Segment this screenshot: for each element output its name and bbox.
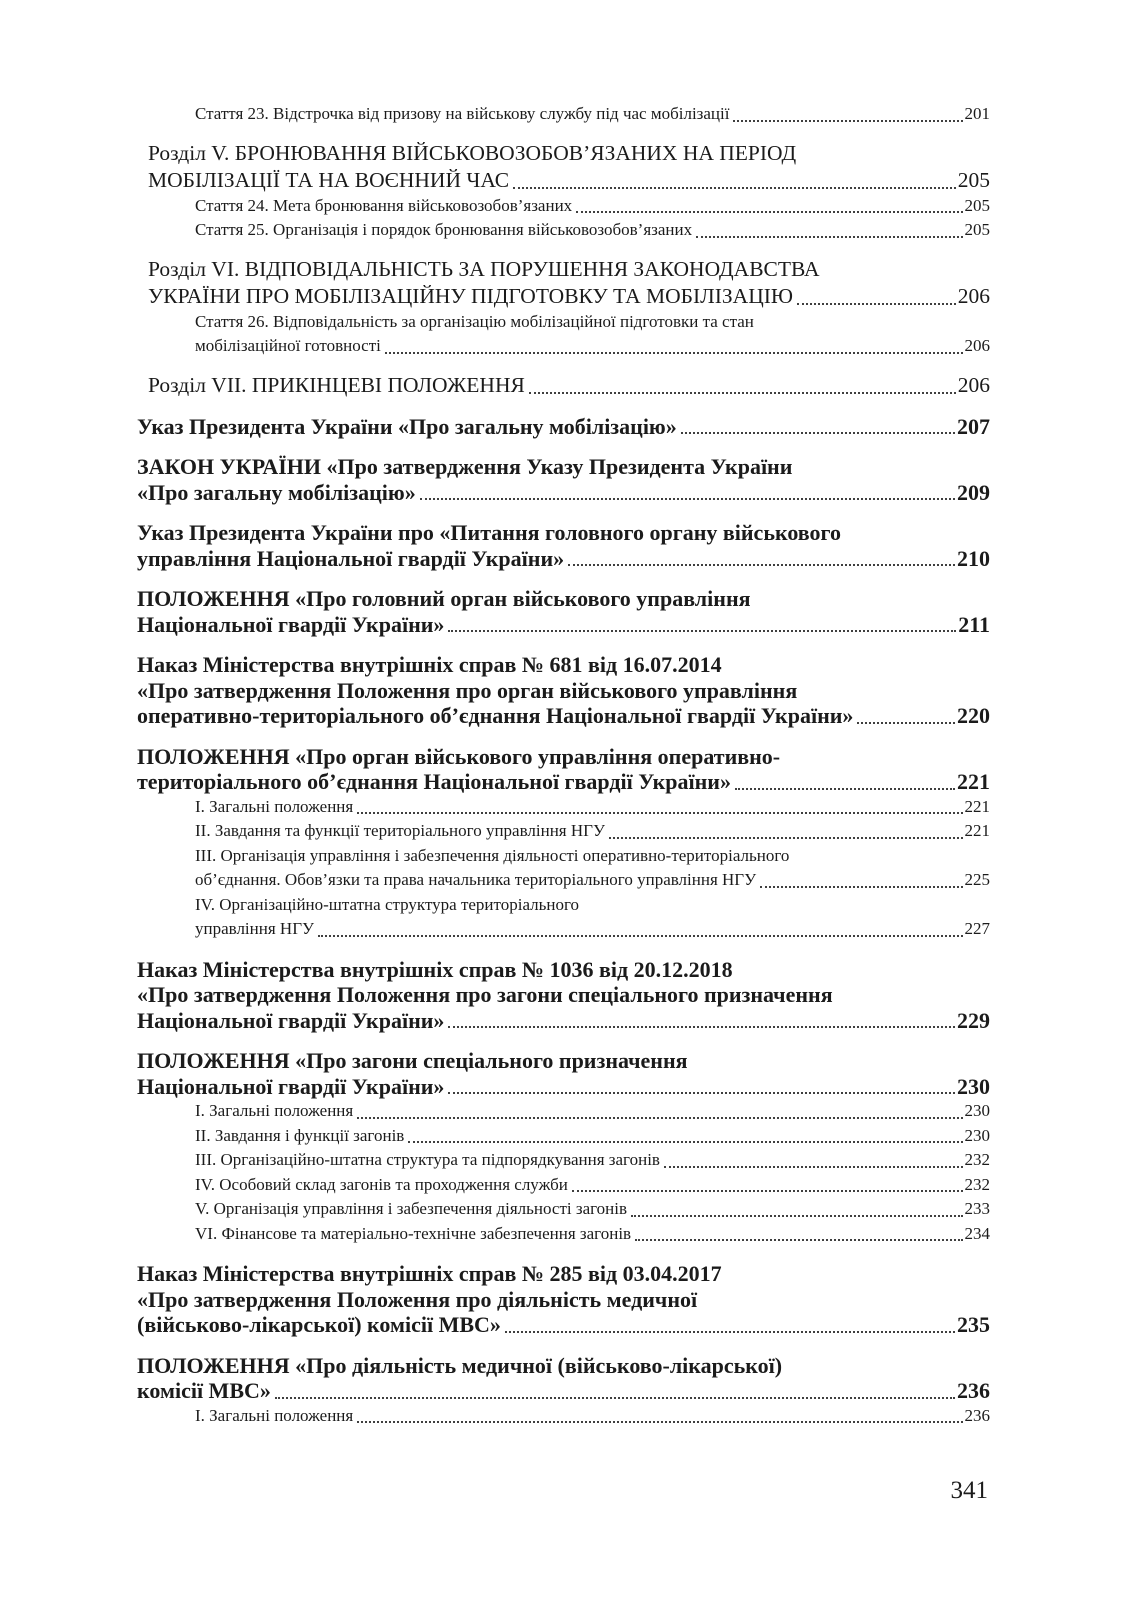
toc-page-number: 230 bbox=[964, 1125, 990, 1145]
toc-entry-title: I. Загальні положення bbox=[195, 1405, 354, 1425]
toc-entry bbox=[137, 454, 990, 505]
toc-page-number: 233 bbox=[964, 1199, 990, 1218]
toc-page-number: 236 bbox=[957, 1378, 990, 1403]
toc-line bbox=[195, 1173, 990, 1198]
toc-line bbox=[137, 1287, 990, 1313]
dot-leader bbox=[576, 211, 962, 213]
toc-entry-title: II. Завдання та функції територіального управління НГУ bbox=[195, 821, 606, 840]
toc-entry-title: «Про затвердження Положення про орган військового управління bbox=[137, 677, 798, 703]
toc-entry-title: «Про затвердження Положення про загони спеціального призначення bbox=[137, 982, 833, 1007]
toc-entry-title: мобілізаційної готовності bbox=[195, 336, 381, 355]
toc-page-number: 207 bbox=[957, 413, 990, 439]
dot-leader bbox=[529, 392, 956, 394]
toc-page-number: 221 bbox=[957, 769, 990, 794]
toc-entry-title: «Про затвердження Положення про діяльність медичної bbox=[137, 1286, 698, 1312]
dot-leader bbox=[733, 120, 962, 122]
toc-line bbox=[195, 334, 990, 359]
dot-leader bbox=[448, 630, 956, 632]
dot-leader bbox=[513, 187, 956, 189]
toc-line bbox=[137, 1048, 990, 1074]
toc-entry-title: Стаття 26. Відповідальність за організацію мобілізаційної підготовки та стан bbox=[195, 311, 754, 331]
toc-entry bbox=[137, 1353, 990, 1404]
toc-line bbox=[137, 546, 990, 572]
toc-line bbox=[195, 893, 990, 918]
toc-entry bbox=[137, 957, 990, 1034]
dot-leader bbox=[635, 1239, 962, 1241]
toc-line bbox=[137, 454, 990, 480]
toc-entry-title: Наказ Міністерства внутрішніх справ № 1036 від 20.12.2018 bbox=[137, 956, 733, 982]
toc-line bbox=[195, 310, 990, 335]
toc-entry-title: Указ Президента України «Про загальну мобілізацію» bbox=[137, 413, 677, 439]
toc-line bbox=[137, 769, 990, 795]
toc-page-number: 225 bbox=[964, 870, 990, 889]
toc-entry bbox=[137, 1404, 990, 1429]
toc-entry-title: управління Національної гвардії України» bbox=[137, 545, 565, 571]
dot-leader bbox=[681, 432, 955, 434]
toc-entry-title: III. Організація управління і забезпечення діяльності оперативно-територіального bbox=[195, 845, 790, 865]
toc-entry-title: Стаття 25. Організація і порядок бронювання військовозобов’язаних bbox=[195, 220, 693, 239]
toc-entry-title: Національної гвардії України» bbox=[137, 1073, 445, 1099]
toc-entry bbox=[137, 795, 990, 820]
toc-entry-title: ПОЛОЖЕННЯ «Про головний орган військового управління bbox=[137, 586, 751, 611]
toc-entry bbox=[137, 1261, 990, 1338]
toc-line bbox=[195, 194, 990, 219]
toc-page-number: 211 bbox=[958, 611, 990, 637]
toc-entry-title: УКРАЇНИ ПРО МОБІЛІЗАЦІЙНУ ПІДГОТОВКУ ТА МОБІЛІЗАЦІЮ bbox=[148, 283, 793, 308]
toc-line bbox=[137, 1312, 990, 1338]
toc-entry-title: територіального об’єднання Національної гвардії України» bbox=[137, 769, 731, 794]
toc-line bbox=[137, 414, 990, 440]
dot-leader bbox=[357, 1117, 962, 1119]
toc-entry bbox=[137, 1148, 990, 1173]
toc-line bbox=[137, 957, 990, 983]
toc-line bbox=[195, 868, 990, 893]
dot-leader bbox=[857, 722, 955, 724]
toc-page-number: 236 bbox=[964, 1405, 990, 1425]
toc-entry bbox=[137, 586, 990, 637]
toc-entry bbox=[137, 1048, 990, 1099]
dot-leader bbox=[572, 1190, 963, 1192]
toc-page-number: 205 bbox=[957, 167, 990, 192]
toc-entry-title: ПОЛОЖЕННЯ «Про діяльність медичної (військово-лікарської) bbox=[137, 1352, 783, 1378]
toc-entry-title: об’єднання. Обов’язки та права начальника територіального управління НГУ bbox=[195, 870, 757, 889]
toc-entry-title: Наказ Міністерства внутрішніх справ № 285 від 03.04.2017 bbox=[137, 1261, 722, 1286]
toc-entry-title: комісії МВС» bbox=[137, 1378, 271, 1403]
toc-entry-title: II. Завдання і функції загонів bbox=[195, 1125, 405, 1145]
toc-line bbox=[195, 1197, 990, 1222]
toc-page-number: 221 bbox=[964, 796, 990, 816]
toc-entry bbox=[137, 1099, 990, 1124]
toc-entry bbox=[137, 520, 990, 571]
toc-line bbox=[137, 703, 990, 729]
toc-line bbox=[148, 372, 990, 399]
toc-line bbox=[137, 1378, 990, 1404]
toc-line bbox=[148, 256, 990, 283]
toc-page-number: 230 bbox=[964, 1101, 990, 1120]
toc-entry-title: ЗАКОН УКРАЇНИ «Про затвердження Указу Президента України bbox=[137, 454, 793, 479]
toc-line bbox=[148, 167, 990, 194]
toc-page-number: 205 bbox=[964, 220, 990, 239]
toc-page-number: 206 bbox=[957, 372, 990, 397]
toc-entry-title: Національної гвардії України» bbox=[137, 1007, 445, 1033]
toc-entry-title: Указ Президента України про «Питання головного органу військового bbox=[137, 520, 841, 545]
dot-leader bbox=[631, 1215, 962, 1217]
toc-entry-title: Національної гвардії України» bbox=[137, 611, 445, 637]
dot-leader bbox=[505, 1331, 955, 1333]
toc-line bbox=[195, 218, 990, 243]
dot-leader bbox=[664, 1166, 963, 1168]
footer-page-number: 341 bbox=[950, 1477, 988, 1504]
toc-entry bbox=[137, 194, 990, 219]
dot-leader bbox=[357, 1421, 962, 1423]
toc-entry bbox=[137, 414, 990, 440]
toc-entry-title: Розділ V. БРОНЮВАННЯ ВІЙСЬКОВОЗОБОВ’ЯЗАНИХ НА ПЕРІОД bbox=[148, 140, 797, 165]
toc-line bbox=[148, 140, 990, 167]
toc-entry bbox=[137, 893, 990, 942]
toc-line bbox=[195, 102, 990, 127]
toc-line bbox=[195, 1148, 990, 1173]
toc-line bbox=[137, 1008, 990, 1034]
toc-entry-title: оперативно-територіального об’єднання Національної гвардії України» bbox=[137, 703, 854, 728]
toc-entry bbox=[137, 1173, 990, 1198]
toc-entry bbox=[137, 1222, 990, 1247]
dot-leader bbox=[385, 352, 963, 354]
dot-leader bbox=[275, 1397, 955, 1399]
toc-page-number: 221 bbox=[964, 821, 990, 840]
toc-line bbox=[195, 917, 990, 942]
dot-leader bbox=[408, 1141, 962, 1143]
dot-leader bbox=[448, 1092, 955, 1094]
toc-page-number: 201 bbox=[964, 104, 990, 123]
toc-page-number: 234 bbox=[964, 1223, 990, 1243]
toc-line bbox=[148, 283, 990, 310]
toc-entry-title: III. Організаційно-штатна структура та підпорядкування загонів bbox=[195, 1150, 660, 1169]
toc-line bbox=[195, 1099, 990, 1124]
dot-leader bbox=[568, 564, 955, 566]
toc-line bbox=[137, 744, 990, 770]
toc-line bbox=[137, 586, 990, 612]
dot-leader bbox=[609, 837, 962, 839]
toc-line bbox=[195, 1404, 990, 1429]
dot-leader bbox=[760, 886, 962, 888]
toc-entry-title: Стаття 23. Відстрочка від призову на військову службу під час мобілізації bbox=[195, 104, 730, 123]
toc-entry-title: Розділ VII. ПРИКІНЦЕВІ ПОЛОЖЕННЯ bbox=[148, 372, 525, 397]
toc-line bbox=[137, 480, 990, 506]
toc-entry bbox=[137, 744, 990, 795]
toc-page-number: 235 bbox=[957, 1312, 990, 1337]
toc-entry bbox=[137, 652, 990, 729]
toc-line bbox=[137, 652, 990, 678]
toc-entry-title: IV. Особовий склад загонів та проходження служби bbox=[195, 1174, 568, 1194]
toc-entry bbox=[137, 1124, 990, 1149]
toc-line bbox=[137, 612, 990, 638]
toc-page-number: 220 bbox=[957, 703, 990, 728]
toc-line bbox=[137, 520, 990, 546]
toc-entry-title: Стаття 24. Мета бронювання військовозобов’язаних bbox=[195, 195, 573, 215]
toc-line bbox=[195, 1222, 990, 1247]
toc-page-number: 210 bbox=[957, 545, 990, 571]
toc-page-number: 227 bbox=[964, 919, 990, 938]
toc-entry bbox=[137, 256, 990, 310]
toc-page-number: 229 bbox=[957, 1007, 990, 1033]
toc-page-number: 206 bbox=[964, 336, 990, 355]
toc-line bbox=[195, 795, 990, 820]
toc-entry-title: Наказ Міністерства внутрішніх справ № 681 від 16.07.2014 bbox=[137, 652, 722, 677]
toc-entry-title: IV. Організаційно-штатна структура територіального bbox=[195, 894, 580, 914]
toc-line bbox=[195, 1124, 990, 1149]
toc-page-number: 205 bbox=[964, 195, 990, 215]
toc-entry bbox=[137, 218, 990, 243]
toc-line bbox=[195, 844, 990, 869]
toc-entry-title: ПОЛОЖЕННЯ «Про орган військового управління оперативно- bbox=[137, 743, 781, 769]
dot-leader bbox=[420, 498, 955, 500]
toc-entry-title: I. Загальні положення bbox=[195, 1101, 354, 1120]
dot-leader bbox=[448, 1026, 955, 1028]
toc-page-number: 232 bbox=[964, 1150, 990, 1169]
toc-entry-title: «Про загальну мобілізацію» bbox=[137, 479, 416, 505]
dot-leader bbox=[797, 303, 956, 305]
toc-page-number: 232 bbox=[964, 1174, 990, 1194]
toc-entry-title: I. Загальні положення bbox=[195, 796, 354, 816]
toc-entry bbox=[137, 819, 990, 844]
toc-line bbox=[137, 1353, 990, 1379]
toc-entry-title: МОБІЛІЗАЦІЇ ТА НА ВОЄННИЙ ЧАС bbox=[148, 167, 510, 192]
dot-leader bbox=[318, 935, 962, 937]
toc-entry-title: (військово-лікарської) комісії МВС» bbox=[137, 1312, 501, 1337]
toc-entry bbox=[137, 310, 990, 359]
toc-line bbox=[137, 1074, 990, 1100]
toc-entry-title: управління НГУ bbox=[195, 919, 315, 938]
toc-entry bbox=[137, 140, 990, 194]
toc-page-number: 230 bbox=[957, 1073, 990, 1099]
dot-leader bbox=[696, 236, 962, 238]
toc-line bbox=[195, 819, 990, 844]
toc-page-number: 206 bbox=[957, 283, 990, 308]
toc-line bbox=[137, 678, 990, 704]
toc-page-number: 209 bbox=[957, 479, 990, 505]
dot-leader bbox=[357, 812, 962, 814]
toc-entry-title: VI. Фінансове та матеріально-технічне забезпечення загонів bbox=[195, 1223, 632, 1243]
toc-entry bbox=[137, 102, 990, 127]
dot-leader bbox=[735, 788, 955, 790]
toc-entry-title: ПОЛОЖЕННЯ «Про загони спеціального призначення bbox=[137, 1048, 688, 1073]
toc-list bbox=[137, 102, 990, 1428]
toc-entry bbox=[137, 372, 990, 399]
toc-entry-title: Розділ VI. ВІДПОВІДАЛЬНІСТЬ ЗА ПОРУШЕННЯ ЗАКОНОДАВСТВА bbox=[148, 256, 820, 281]
toc-entry bbox=[137, 1197, 990, 1222]
toc-entry-title: V. Організація управління і забезпечення діяльності загонів bbox=[195, 1199, 628, 1218]
toc-line bbox=[137, 982, 990, 1008]
toc-entry bbox=[137, 844, 990, 893]
toc-line bbox=[137, 1261, 990, 1287]
